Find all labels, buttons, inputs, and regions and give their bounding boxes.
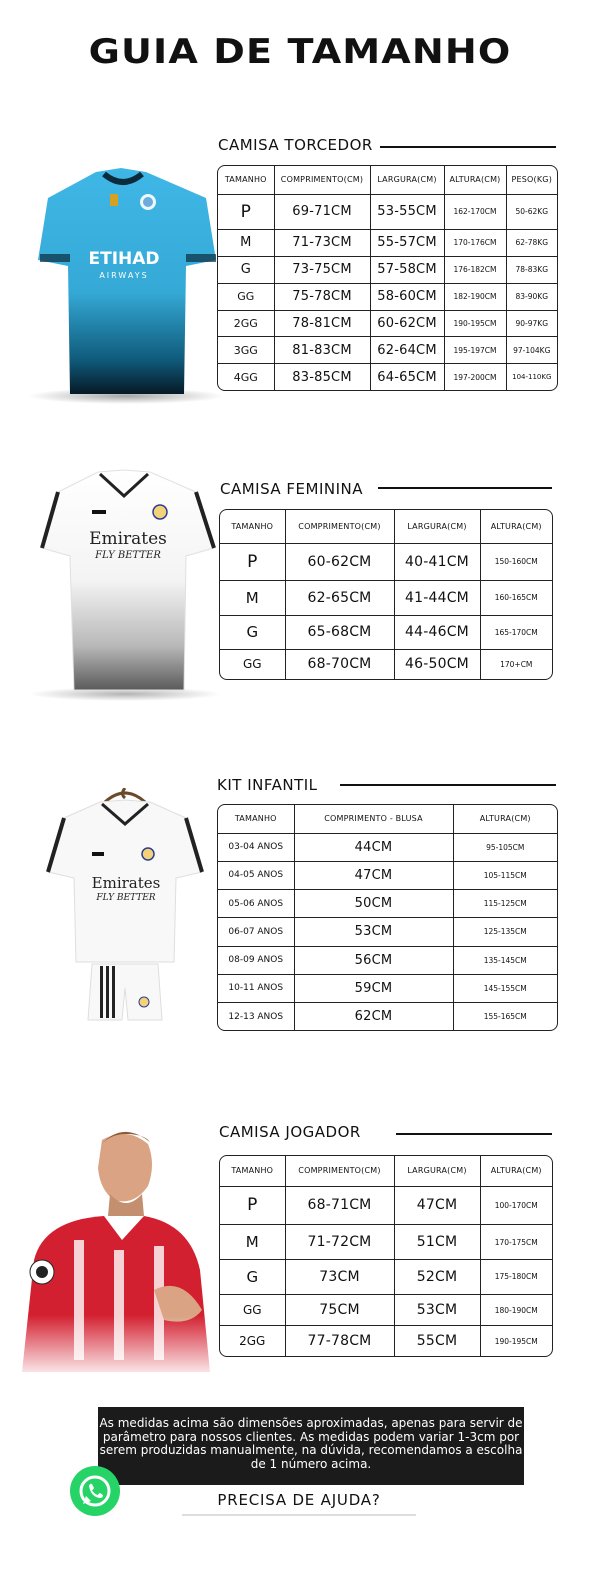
col-header-comprimento: COMPRIMENTO(CM) bbox=[285, 510, 394, 543]
size-cell: GG bbox=[220, 1294, 285, 1325]
size-cell: GG bbox=[218, 283, 274, 310]
section-heading-feminina: CAMISA FEMININA bbox=[220, 480, 364, 498]
whatsapp-button[interactable] bbox=[70, 1466, 120, 1516]
weight-cell: 104-110KG bbox=[512, 373, 552, 382]
col-header-tamanho: TAMANHO bbox=[220, 1156, 285, 1186]
svg-text:ETIHAD: ETIHAD bbox=[88, 249, 160, 269]
section-divider bbox=[396, 1133, 552, 1135]
width-cell: 62-64CM bbox=[370, 337, 444, 364]
size-cell: P bbox=[220, 543, 285, 581]
section-divider bbox=[380, 146, 556, 148]
col-header-peso: PESO(KG) bbox=[506, 166, 557, 194]
col-header-largura: LARGURA(CM) bbox=[370, 166, 444, 194]
weight-cell: 62-78KG bbox=[506, 229, 557, 256]
width-cell: 51CM bbox=[394, 1225, 480, 1260]
width-cell: 53-55CM bbox=[370, 194, 444, 229]
height-cell: 190-195CM bbox=[444, 310, 506, 337]
height-cell: 100-170CM bbox=[480, 1186, 552, 1225]
kids-kit-image bbox=[40, 788, 210, 1024]
size-cell: M bbox=[220, 581, 285, 615]
width-cell: 41-44CM bbox=[394, 581, 480, 615]
section-heading-jogador: CAMISA JOGADOR bbox=[219, 1123, 361, 1141]
table-row bbox=[220, 1260, 552, 1295]
col-header-altura: ALTURA(CM) bbox=[480, 510, 552, 543]
width-cell: 52CM bbox=[394, 1260, 480, 1295]
age-cell: 03-04 ANOS bbox=[218, 833, 294, 861]
whatsapp-icon bbox=[70, 1466, 120, 1516]
sponsor-text: Emirates bbox=[89, 529, 167, 549]
page-title: GUIA DE TAMANHO bbox=[88, 32, 512, 72]
col-header-tamanho: TAMANHO bbox=[218, 805, 294, 833]
height-cell: 115-125CM bbox=[453, 890, 557, 918]
table-row bbox=[220, 1225, 552, 1260]
section-divider bbox=[340, 784, 556, 786]
col-header-tamanho: TAMANHO bbox=[218, 166, 274, 194]
col-header-altura: ALTURA(CM) bbox=[453, 805, 557, 833]
size-cell: M bbox=[218, 229, 274, 256]
age-cell: 08-09 ANOS bbox=[218, 946, 294, 974]
weight-cell: 83-90KG bbox=[506, 283, 557, 310]
size-cell: 4GG bbox=[218, 364, 274, 390]
table-row bbox=[220, 543, 552, 581]
width-cell: 47CM bbox=[394, 1186, 480, 1225]
table-row bbox=[218, 833, 557, 861]
height-cell: 135-145CM bbox=[453, 946, 557, 974]
height-cell: 162-170CM bbox=[444, 194, 506, 229]
length-cell: 62CM bbox=[294, 1003, 453, 1030]
table-row bbox=[220, 649, 552, 679]
length-cell: 73CM bbox=[285, 1260, 394, 1295]
table-row bbox=[218, 194, 557, 229]
weight-cell: 78-83KG bbox=[506, 256, 557, 283]
age-cell: 12-13 ANOS bbox=[218, 1003, 294, 1030]
height-cell: 182-190CM bbox=[444, 283, 506, 310]
size-cell: G bbox=[218, 256, 274, 283]
length-cell: 53CM bbox=[294, 918, 453, 946]
table-row bbox=[218, 890, 557, 918]
size-table-torcedor bbox=[217, 165, 558, 391]
table-row bbox=[218, 918, 557, 946]
section-heading-torcedor: CAMISA TORCEDOR bbox=[218, 136, 373, 154]
sponsor-slogan: FLY BETTER bbox=[96, 893, 156, 903]
table-row bbox=[220, 1294, 552, 1325]
height-cell: 170-175CM bbox=[480, 1225, 552, 1260]
height-cell: 170-176CM bbox=[444, 229, 506, 256]
table-row bbox=[218, 974, 557, 1002]
length-cell: 78-81CM bbox=[274, 310, 370, 337]
height-cell: 176-182CM bbox=[444, 256, 506, 283]
table-row bbox=[220, 1326, 552, 1356]
height-cell: 105-115CM bbox=[453, 861, 557, 889]
length-cell: 73-75CM bbox=[274, 256, 370, 283]
length-cell: 69-71CM bbox=[274, 194, 370, 229]
table-row bbox=[220, 1186, 552, 1225]
length-cell: 59CM bbox=[294, 974, 453, 1002]
length-cell: 77-78CM bbox=[285, 1326, 394, 1356]
col-header-altura: ALTURA(CM) bbox=[444, 166, 506, 194]
col-header-comprimento: COMPRIMENTO(CM) bbox=[274, 166, 370, 194]
size-table-infantil bbox=[217, 804, 558, 1031]
table-row bbox=[218, 861, 557, 889]
svg-text:AIRWAYS: AIRWAYS bbox=[99, 271, 149, 280]
section-heading-infantil: KIT INFANTIL bbox=[217, 776, 318, 794]
table-row bbox=[218, 946, 557, 974]
length-cell: 62-65CM bbox=[285, 581, 394, 615]
height-cell: 180-190CM bbox=[480, 1294, 552, 1325]
col-header-tamanho: TAMANHO bbox=[220, 510, 285, 543]
width-cell: 46-50CM bbox=[394, 649, 480, 679]
table-row bbox=[218, 310, 557, 337]
size-cell: G bbox=[220, 615, 285, 649]
length-cell: 65-68CM bbox=[285, 615, 394, 649]
length-cell: 75-78CM bbox=[274, 283, 370, 310]
table-row bbox=[220, 581, 552, 615]
height-cell: 150-160CM bbox=[480, 543, 552, 581]
size-cell: G bbox=[220, 1260, 285, 1295]
length-cell: 60-62CM bbox=[285, 543, 394, 581]
width-cell: 58-60CM bbox=[370, 283, 444, 310]
real-madrid-women-shirt-image bbox=[28, 466, 222, 702]
table-row bbox=[218, 256, 557, 283]
length-cell: 71-73CM bbox=[274, 229, 370, 256]
width-cell: 55CM bbox=[394, 1326, 480, 1356]
size-cell: 2GG bbox=[218, 310, 274, 337]
help-button[interactable]: PRECISA DE AJUDA? bbox=[182, 1486, 416, 1516]
length-cell: 71-72CM bbox=[285, 1225, 394, 1260]
size-cell: 3GG bbox=[218, 337, 274, 364]
height-cell: 125-135CM bbox=[453, 918, 557, 946]
table-row bbox=[218, 364, 557, 390]
player-photo bbox=[14, 1120, 214, 1380]
length-cell: 68-70CM bbox=[285, 649, 394, 679]
col-header-altura: ALTURA(CM) bbox=[480, 1156, 552, 1186]
table-row bbox=[218, 283, 557, 310]
length-cell: 68-71CM bbox=[285, 1186, 394, 1225]
sponsor-slogan: FLY BETTER bbox=[95, 550, 161, 561]
width-cell: 40-41CM bbox=[394, 543, 480, 581]
size-table-jogador bbox=[219, 1155, 553, 1357]
size-cell: P bbox=[220, 1186, 285, 1225]
length-cell: 75CM bbox=[285, 1294, 394, 1325]
width-cell: 60-62CM bbox=[370, 310, 444, 337]
disclaimer-note: As medidas acima são dimensões aproximadas, apenas para servir de parâmetro para nossos clientes. As medidas podem variar 1-3cm por serem produzidas manualmente, na dúvida, recomendamos a escolha de 1 número acima. bbox=[98, 1407, 524, 1485]
length-cell: 81-83CM bbox=[274, 337, 370, 364]
height-cell: 190-195CM bbox=[494, 1336, 538, 1346]
city-shirt-image bbox=[26, 160, 222, 404]
height-cell: 160-165CM bbox=[480, 581, 552, 615]
weight-cell: 90-97KG bbox=[506, 310, 557, 337]
height-cell: 145-155CM bbox=[453, 974, 557, 1002]
table-row bbox=[218, 229, 557, 256]
table-row bbox=[218, 337, 557, 364]
height-cell: 170+CM bbox=[500, 659, 533, 669]
age-cell: 05-06 ANOS bbox=[218, 890, 294, 918]
length-cell: 44CM bbox=[294, 833, 453, 861]
age-cell: 04-05 ANOS bbox=[218, 861, 294, 889]
width-cell: 44-46CM bbox=[394, 615, 480, 649]
sponsor-text: Emirates bbox=[91, 874, 161, 892]
length-cell: 83-85CM bbox=[274, 364, 370, 390]
width-cell: 64-65CM bbox=[370, 364, 444, 390]
age-cell: 06-07 ANOS bbox=[218, 918, 294, 946]
size-cell: 2GG bbox=[220, 1326, 285, 1356]
size-cell: GG bbox=[220, 649, 285, 679]
size-cell: P bbox=[218, 194, 274, 229]
col-header-largura: LARGURA(CM) bbox=[394, 1156, 480, 1186]
weight-cell: 97-104KG bbox=[506, 337, 557, 364]
height-cell: 95-105CM bbox=[453, 833, 557, 861]
section-divider bbox=[378, 487, 552, 489]
table-row bbox=[218, 1003, 557, 1030]
col-header-comprimento: COMPRIMENTO(CM) bbox=[285, 1156, 394, 1186]
length-cell: 50CM bbox=[294, 890, 453, 918]
height-cell: 155-165CM bbox=[483, 1012, 527, 1022]
col-header-largura: LARGURA(CM) bbox=[394, 510, 480, 543]
height-cell: 197-200CM bbox=[444, 364, 506, 390]
table-row bbox=[220, 615, 552, 649]
age-cell: 10-11 ANOS bbox=[218, 974, 294, 1002]
length-cell: 47CM bbox=[294, 861, 453, 889]
width-cell: 57-58CM bbox=[370, 256, 444, 283]
size-table-feminina bbox=[219, 509, 553, 680]
length-cell: 56CM bbox=[294, 946, 453, 974]
weight-cell: 50-62KG bbox=[506, 194, 557, 229]
height-cell: 165-170CM bbox=[480, 615, 552, 649]
width-cell: 53CM bbox=[394, 1294, 480, 1325]
width-cell: 55-57CM bbox=[370, 229, 444, 256]
size-cell: M bbox=[220, 1225, 285, 1260]
col-header-comprimento-blusa: COMPRIMENTO - BLUSA bbox=[294, 805, 453, 833]
height-cell: 175-180CM bbox=[480, 1260, 552, 1295]
height-cell: 195-197CM bbox=[444, 337, 506, 364]
